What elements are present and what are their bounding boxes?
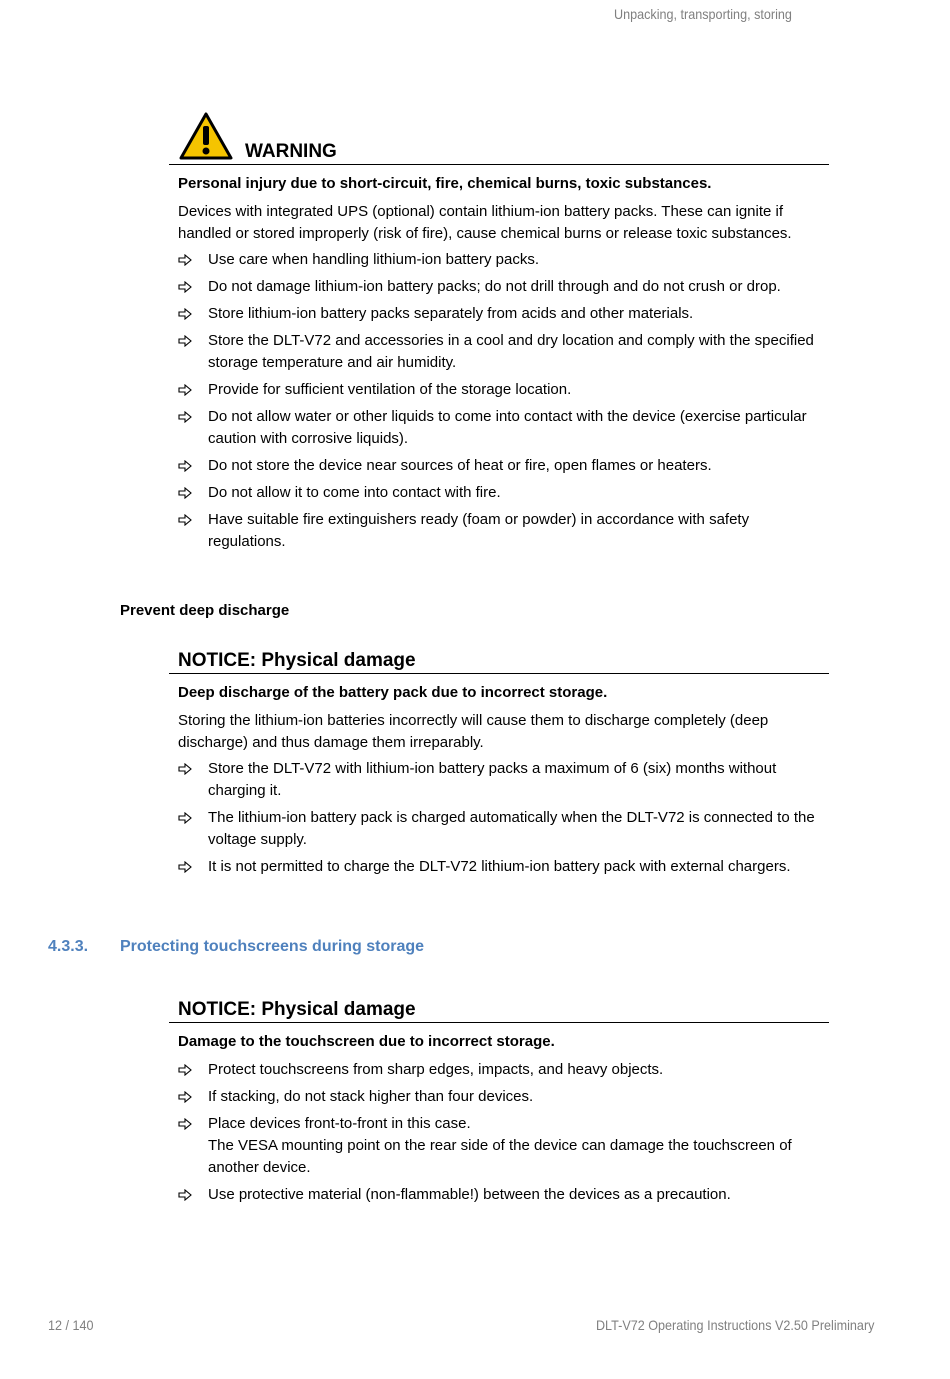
arrow-right-icon	[178, 303, 192, 326]
list-item-text: Store the DLT-V72 and accessories in a cool and dry location and comply with the specified storage temperature and air humidity.	[208, 332, 814, 371]
list-item	[178, 1059, 829, 1081]
notice-header	[169, 648, 829, 674]
notice-body	[169, 682, 829, 878]
arrow-right-icon	[178, 330, 192, 353]
arrow-right-icon	[178, 856, 192, 879]
list-item	[178, 330, 829, 374]
list-item-text: Use protective material (non-flammable!) between the devices as a precaution.	[208, 1186, 731, 1203]
warning-triangle-icon	[179, 112, 233, 165]
arrow-right-icon	[178, 379, 192, 402]
arrow-right-icon	[178, 1113, 192, 1136]
notice-list	[178, 1059, 829, 1206]
notice-paragraph: Storing the lithium-ion batteries incorrectly will cause them to discharge completely (deep discharge) and thus damage them irreparably.	[178, 712, 769, 751]
list-item	[178, 276, 829, 298]
list-item-text: Do not allow it to come into contact with fire.	[208, 484, 501, 501]
warning-paragraph: Devices with integrated UPS (optional) contain lithium-ion battery packs. These can ignite if handled or stored improperly (risk of fire), cause chemical burns or release toxic substances.	[178, 203, 792, 242]
list-item	[178, 1184, 829, 1206]
arrow-right-icon	[178, 758, 192, 781]
list-item	[178, 249, 829, 271]
list-item	[178, 1086, 829, 1108]
list-item	[178, 455, 829, 477]
list-item	[178, 856, 829, 878]
notice-title: NOTICE: Physical damage	[178, 650, 416, 671]
arrow-right-icon	[178, 455, 192, 478]
warning-subtitle: Personal injury due to short-circuit, fire, chemical burns, toxic substances.	[178, 175, 712, 192]
list-item-text: It is not permitted to charge the DLT-V72 lithium-ion battery pack with external chargers.	[208, 858, 791, 875]
list-item-text: The lithium-ion battery pack is charged automatically when the DLT-V72 is connected to the voltage supply.	[208, 809, 815, 848]
notice-subtitle: Damage to the touchscreen due to incorrect storage.	[178, 1033, 555, 1050]
list-item	[178, 758, 829, 802]
arrow-right-icon	[178, 1184, 192, 1207]
notice-body	[169, 1031, 829, 1206]
arrow-right-icon	[178, 807, 192, 830]
touchscreen-notice-box	[169, 997, 829, 1211]
list-item	[178, 1113, 829, 1179]
running-header: Unpacking, transporting, storing	[614, 6, 792, 22]
list-item-text: Do not store the device near sources of heat or fire, open flames or heaters.	[208, 457, 712, 474]
list-item	[178, 303, 829, 325]
warning-box-header	[169, 112, 829, 165]
section-number: 4.3.3.	[48, 938, 89, 955]
list-item-text: Protect touchscreens from sharp edges, impacts, and heavy objects.	[208, 1061, 664, 1078]
list-item-text: If stacking, do not stack higher than four devices.	[208, 1088, 534, 1105]
list-item	[178, 406, 829, 450]
footer-doc-title: DLT-V72 Operating Instructions V2.50 Preliminary	[595, 1317, 874, 1333]
notice-header	[169, 997, 829, 1023]
page-number: 12 / 140	[48, 1317, 94, 1333]
list-item-text: Do not allow water or other liquids to come into contact with the device (exercise particular caution with corrosive liquids).	[208, 408, 807, 447]
deep-discharge-notice-box	[169, 648, 829, 883]
list-item-text: Store the DLT-V72 with lithium-ion battery packs a maximum of 6 (six) months without charging it.	[208, 760, 777, 799]
section-title: Protecting touchscreens during storage	[120, 938, 425, 955]
list-item	[178, 482, 829, 504]
list-item-text: Have suitable fire extinguishers ready (foam or powder) in accordance with safety regulations.	[208, 511, 750, 550]
notice-subtitle: Deep discharge of the battery pack due to incorrect storage.	[178, 684, 608, 701]
arrow-right-icon	[178, 406, 192, 429]
list-item-text: Do not damage lithium-ion battery packs; do not drill through and do not crush or drop.	[208, 278, 781, 295]
arrow-right-icon	[178, 509, 192, 532]
list-item	[178, 807, 829, 851]
list-item	[178, 509, 829, 553]
warning-box-body	[169, 173, 829, 553]
warning-list	[178, 249, 829, 553]
warning-box	[169, 112, 829, 558]
list-item-text: Provide for sufficient ventilation of the storage location.	[208, 381, 572, 398]
prevent-deep-discharge-heading: Prevent deep discharge	[120, 602, 290, 619]
list-item-text: Place devices front-to-front in this case. The VESA mounting point on the rear side of the device can damage the touchscreen of another device.	[208, 1115, 792, 1176]
arrow-right-icon	[178, 276, 192, 299]
notice-list	[178, 758, 829, 878]
arrow-right-icon	[178, 482, 192, 505]
list-item-text: Use care when handling lithium-ion battery packs.	[208, 251, 540, 268]
warning-title: WARNING	[245, 141, 337, 162]
arrow-right-icon	[178, 1086, 192, 1109]
list-item	[178, 379, 829, 401]
arrow-right-icon	[178, 1059, 192, 1082]
list-item-text: Store lithium-ion battery packs separately from acids and other materials.	[208, 305, 694, 322]
notice-title: NOTICE: Physical damage	[178, 999, 416, 1020]
arrow-right-icon	[178, 249, 192, 272]
